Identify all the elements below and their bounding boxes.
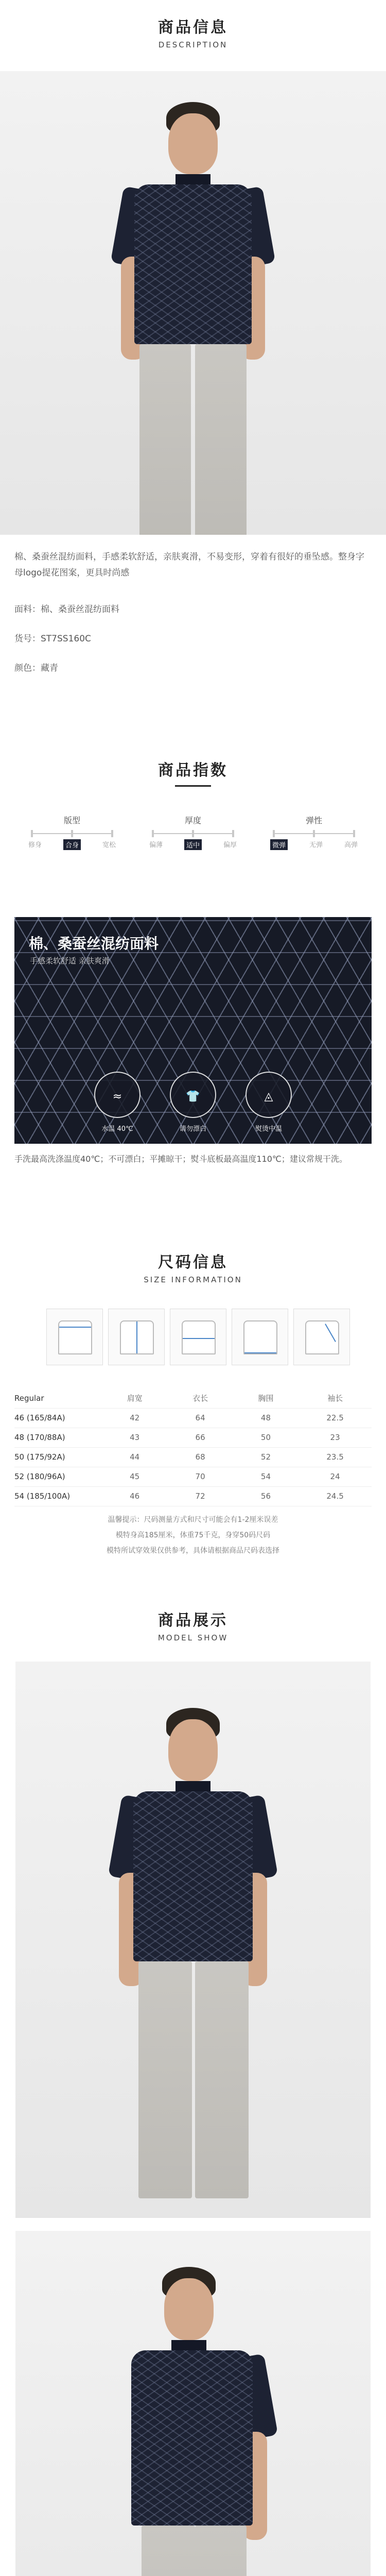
size-cell: 54 (185/100A) [14, 1486, 102, 1506]
indicator-elasticity-option: 无弹 [309, 841, 323, 849]
size-cell: 72 [167, 1486, 233, 1506]
size-note: 温馨提示：尺码测量方式和尺寸可能会有1-2厘米误差 [108, 1516, 278, 1524]
size-cell: 50 (175/92A) [14, 1447, 102, 1467]
size-cell: 46 [102, 1486, 167, 1506]
fabric-label: 面料：棉、桑蚕丝混纺面料 [14, 604, 119, 615]
size-table-header: 袖长 [299, 1388, 372, 1408]
iron-icon: ◬ [245, 1072, 292, 1118]
size-cell: 52 [233, 1447, 299, 1467]
indicators-header [0, 757, 386, 787]
description-header [0, 14, 386, 49]
indicator-thickness-title: 厚度 [184, 816, 201, 825]
size-cell: 22.5 [299, 1408, 372, 1428]
size-cell: 54 [233, 1467, 299, 1486]
size-diagram-chest [170, 1309, 226, 1365]
product-photo-front [0, 71, 386, 535]
model-photo-front [15, 1662, 371, 2218]
size-note: 模特身高185厘米，体重75千克，身穿50码尺码 [115, 1531, 271, 1539]
fabric-icon-label: 请勿漂白 [179, 1125, 206, 1133]
fabric-title: 棉、桑蚕丝混纺面料 [29, 935, 159, 952]
indicator-thickness-option: 偏厚 [223, 841, 237, 849]
size-cell: 70 [167, 1467, 233, 1486]
table-row [14, 1408, 372, 1428]
color-label: 颜色：藏青 [14, 663, 58, 673]
indicator-thickness-option: 偏薄 [149, 841, 163, 849]
fabric-icon-label: 水温 40℃ [101, 1125, 133, 1133]
sku-label: 货号：ST7SS160C [14, 634, 91, 644]
table-row [14, 1428, 372, 1447]
indicators-divider [175, 785, 211, 787]
indicator-elasticity-option-selected: 微弹 [270, 839, 288, 850]
size-cell: 50 [233, 1428, 299, 1447]
indicators-title: 商品指数 [158, 761, 228, 779]
size-cell: 56 [233, 1486, 299, 1506]
size-table-header-row [14, 1388, 372, 1408]
size-note: 模特所试穿效果仅供参考，具体请根据商品尺码表选择 [107, 1547, 279, 1555]
size-title: 尺码信息 [158, 1253, 228, 1272]
description-title-en: DESCRIPTION [158, 40, 228, 49]
size-title-en: SIZE INFORMATION [144, 1275, 242, 1284]
size-diagram-shoulder [46, 1309, 103, 1365]
fabric-subtitle: 手感柔软舒适 亲肤爽滑 [30, 956, 110, 965]
shirt-icon: 👕 [170, 1072, 216, 1118]
indicator-fit-option: 修身 [28, 841, 42, 849]
table-row [14, 1467, 372, 1486]
fabric-closeup [14, 917, 372, 1144]
size-cell: 46 (165/84A) [14, 1408, 102, 1428]
size-cell: 48 (170/88A) [14, 1428, 102, 1447]
size-diagram-length [108, 1309, 165, 1365]
size-table-header: 胸围 [233, 1388, 299, 1408]
care-instructions: 手洗最高洗涤温度40℃；不可漂白；平摊晾干；熨斗底板最高温度110℃；建议常规干洗。 [14, 1154, 347, 1164]
table-row [14, 1447, 372, 1467]
indicator-fit-scale [31, 833, 113, 834]
size-cell: 45 [102, 1467, 167, 1486]
model-photo-side [15, 2231, 371, 2576]
size-cell: 48 [233, 1408, 299, 1428]
description-title: 商品信息 [158, 19, 228, 37]
indicator-thickness-scale [152, 833, 234, 834]
model-title-en: MODEL SHOW [157, 1633, 229, 1642]
table-row [14, 1486, 372, 1506]
description-text: 棉、桑蚕丝混纺面料，手感柔软舒适，亲肤爽滑，不易变形，穿着有很好的垂坠感。整身字母logo提花图案，更具时尚感 [14, 552, 364, 578]
indicator-fit-title: 版型 [63, 816, 80, 825]
model-header [0, 1607, 386, 1642]
indicator-thickness [142, 814, 244, 850]
indicator-elasticity-option: 高弹 [344, 841, 358, 849]
indicator-fit-option-selected: 合身 [63, 839, 81, 850]
size-cell: 24.5 [299, 1486, 372, 1506]
indicator-fit-option: 宽松 [102, 841, 116, 849]
size-table-header: Regular [14, 1388, 102, 1408]
size-cell: 64 [167, 1408, 233, 1428]
size-cell: 68 [167, 1447, 233, 1467]
size-cell: 66 [167, 1428, 233, 1447]
fabric-icon-label: 熨烫中温 [255, 1125, 282, 1133]
indicator-thickness-option-selected: 适中 [184, 839, 202, 850]
indicator-fit [21, 814, 124, 850]
size-cell: 23 [299, 1428, 372, 1447]
size-table-header: 衣长 [167, 1388, 233, 1408]
indicator-elasticity-title: 弹性 [305, 816, 322, 825]
size-cell: 44 [102, 1447, 167, 1467]
size-diagram-hem [232, 1309, 288, 1365]
model-title: 商品展示 [158, 1612, 228, 1630]
size-diagram-sleeve [293, 1309, 350, 1365]
size-cell: 23.5 [299, 1447, 372, 1467]
water-icon: ≈ [94, 1072, 141, 1118]
indicator-elasticity [262, 814, 365, 850]
size-cell: 43 [102, 1428, 167, 1447]
size-cell: 52 (180/96A) [14, 1467, 102, 1486]
size-cell: 24 [299, 1467, 372, 1486]
size-table [14, 1388, 372, 1506]
size-table-header: 肩宽 [102, 1388, 167, 1408]
size-header [0, 1249, 386, 1284]
indicator-elasticity-scale [273, 833, 355, 834]
size-cell: 42 [102, 1408, 167, 1428]
